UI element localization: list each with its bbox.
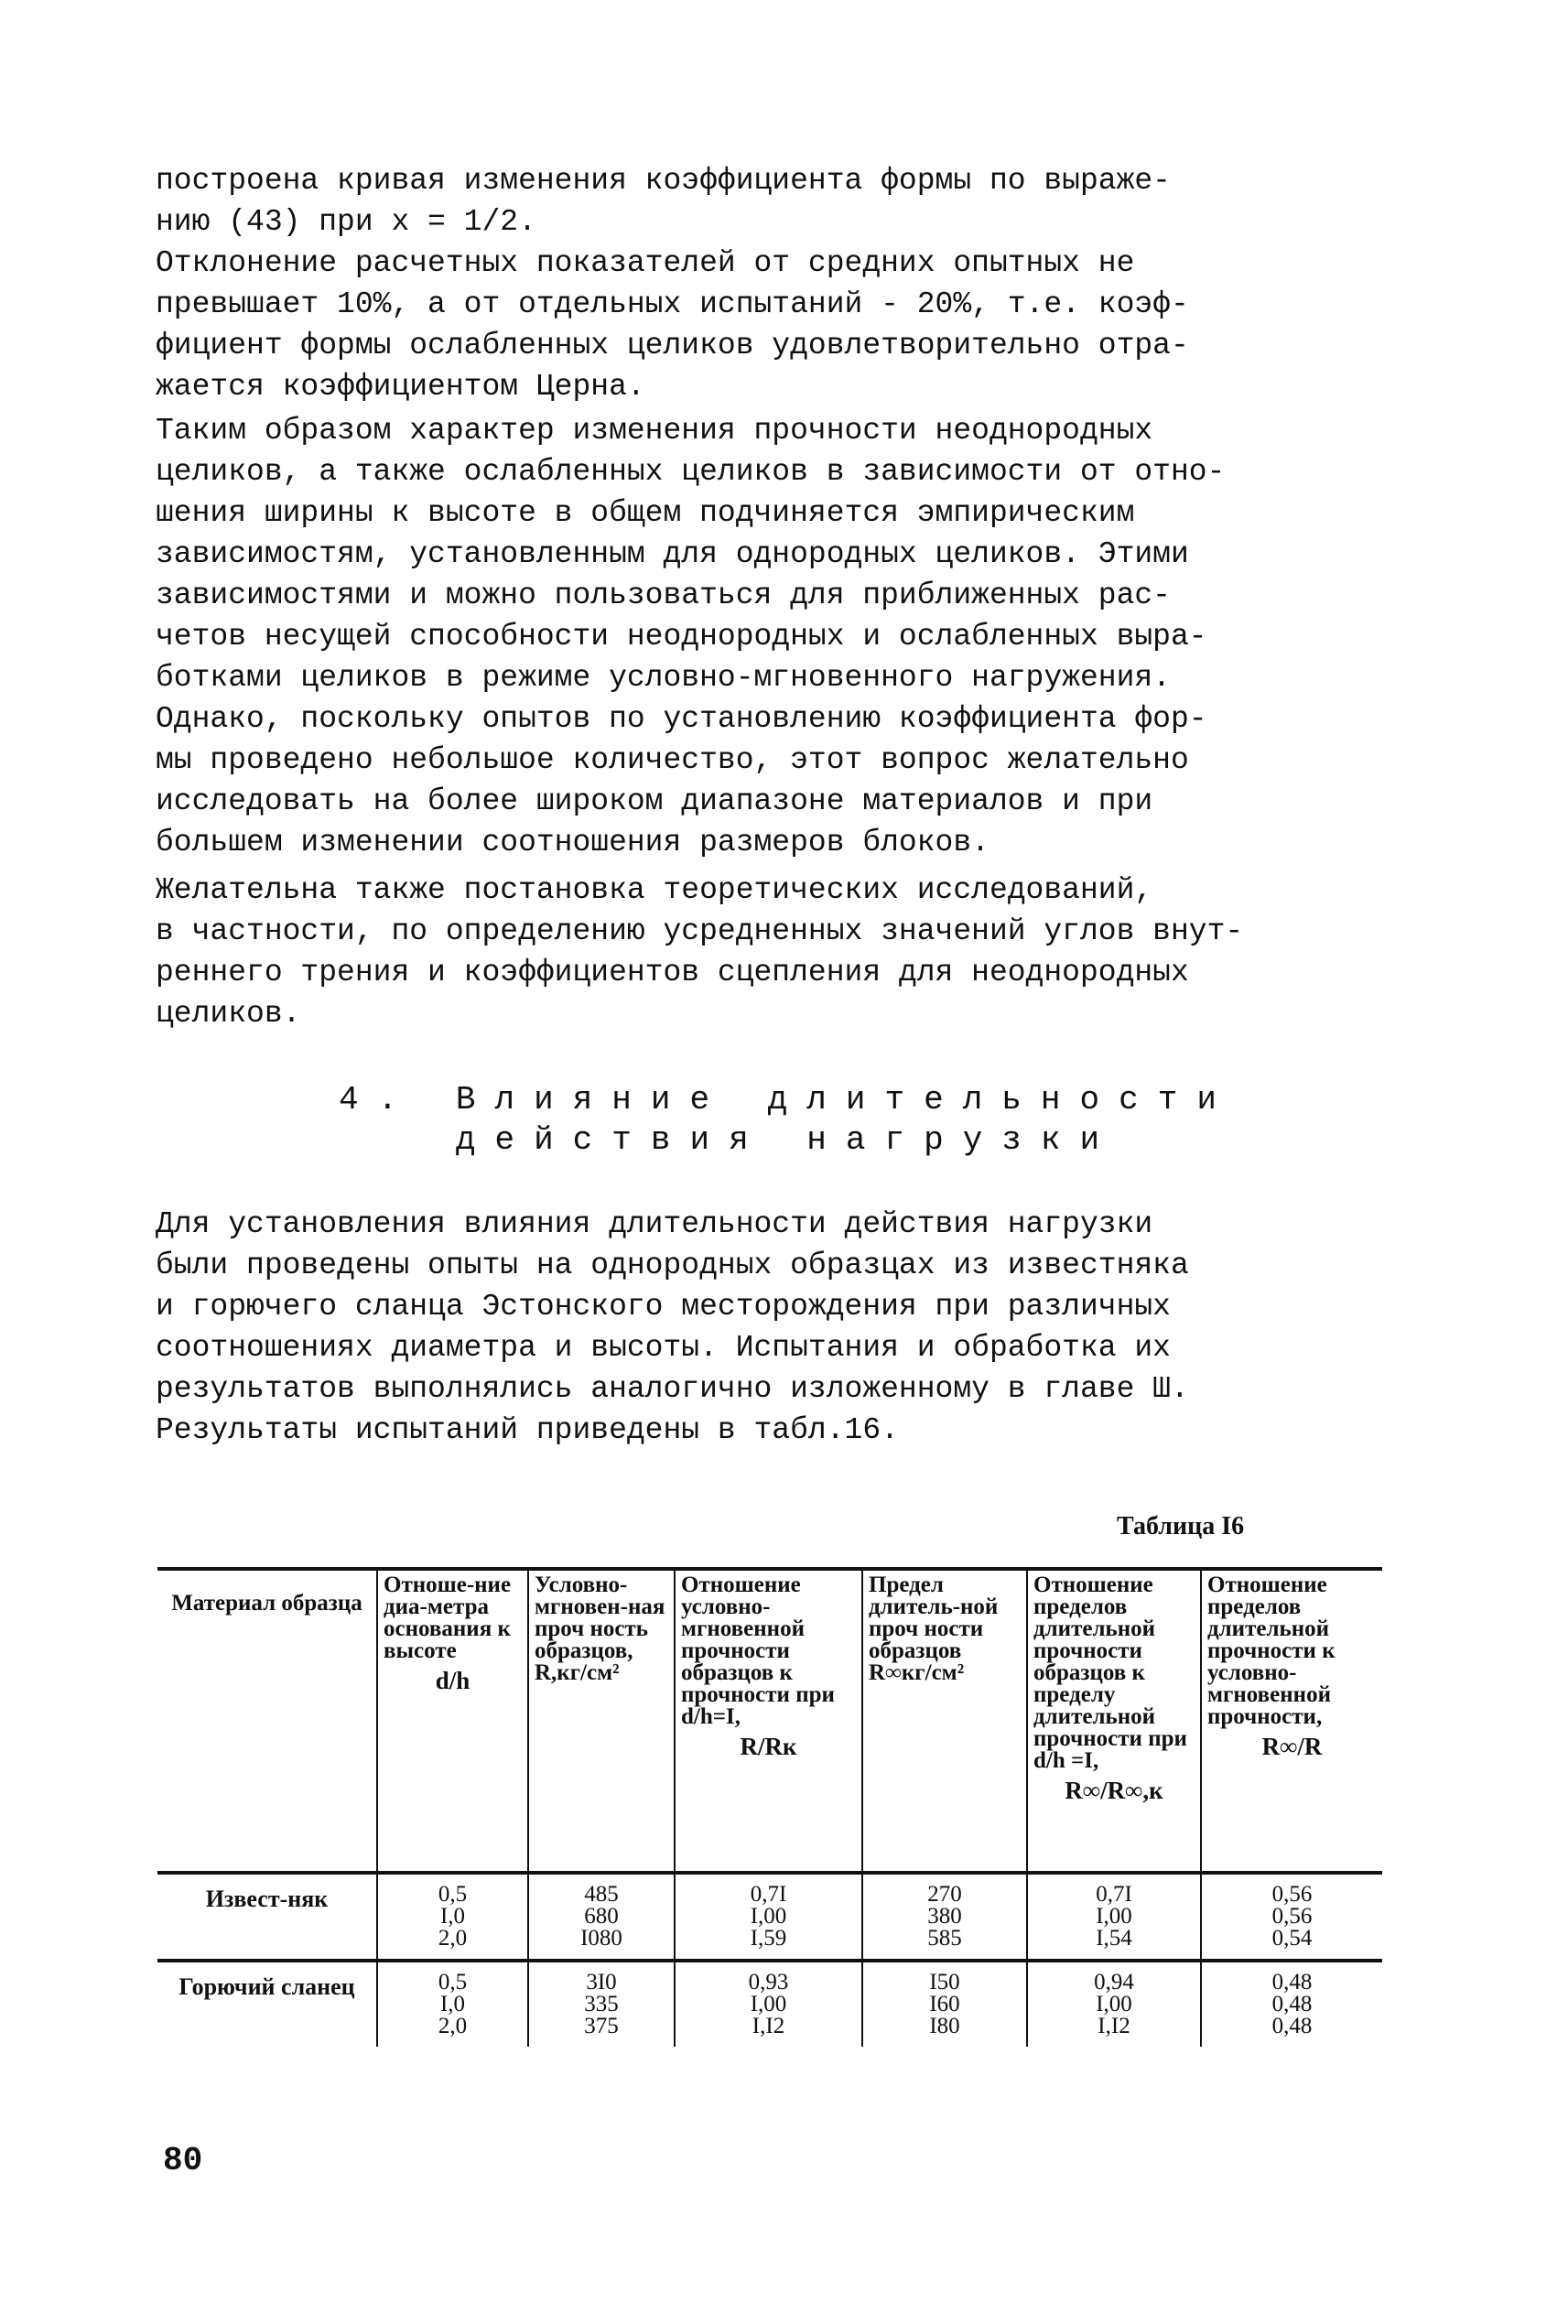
header-symbol: R∞/R xyxy=(1261,1733,1323,1760)
text-line: четов несущей способности неоднородных и ослабленных выра- xyxy=(156,620,1207,654)
text-line: Результаты испытаний приведены в табл.16. xyxy=(156,1413,899,1447)
cell-long-to-instant-ratio: 0,56 0,56 0,54 xyxy=(1201,1873,1382,1961)
text-line: целиков. xyxy=(156,997,301,1031)
paragraph-5 xyxy=(156,1204,1410,1451)
header-strength xyxy=(528,1569,675,1873)
text-line: построена кривая изменения коэффициента формы по выраже- xyxy=(156,164,1171,198)
text-line: были проведены опыты на однородных образцах из известняка xyxy=(156,1248,1189,1282)
cell-long-term-limit: 270 380 585 xyxy=(862,1873,1027,1961)
cell-material: Извест-няк xyxy=(205,1886,329,1912)
cell-strength-ratio: 0,93 I,00 I,I2 xyxy=(675,1961,862,2047)
text-line: жается коэффициентом Церна. xyxy=(156,370,645,404)
cell-strength: 485 680 I080 xyxy=(528,1873,675,1961)
header-text: Отношение пределов длительной прочности к условно-мгновенной прочности, xyxy=(1207,1573,1336,1729)
text-line: шения ширины к высоте в общем подчиняется эмпирическим xyxy=(156,496,1135,530)
header-symbol: R∞/R∞,к xyxy=(1065,1777,1163,1804)
header-material xyxy=(157,1569,377,1873)
header-text: Отношение пределов длительной прочности образцов к пределу длительной прочности при d/h =I, xyxy=(1033,1573,1187,1773)
text-line: нию (43) при x = 1/2. xyxy=(156,205,536,239)
text-line: реннего трения и коэффициентов сцепления для неоднородных xyxy=(156,956,1189,989)
text-line: зависимостям, установленным для однородных целиков. Этими xyxy=(156,537,1189,571)
header-symbol: d/h xyxy=(435,1667,470,1694)
text-line: Таким образом характер изменения прочности неоднородных xyxy=(156,414,1153,448)
section-heading-line-2: действия нагрузки xyxy=(455,1121,1119,1159)
text-line: большем изменении соотношения размеров блоков. xyxy=(156,826,989,859)
header-long-to-instant-ratio xyxy=(1201,1569,1382,1873)
text-line: мы проведено небольшое количество, этот вопрос желательно xyxy=(156,743,1189,777)
text-line: Отклонение расчетных показателей от средних опытных не xyxy=(156,246,1135,280)
header-text: Материал образца xyxy=(171,1591,362,1616)
header-text: Отношение условно-мгновенной прочности образцов к прочности при d/h=I, xyxy=(681,1573,835,1729)
cell-strength: 3I0 335 375 xyxy=(528,1961,675,2047)
header-strength-ratio xyxy=(675,1569,862,1873)
cell-long-to-instant-ratio: 0,48 0,48 0,48 xyxy=(1201,1961,1382,2047)
table-header-row xyxy=(157,1569,1382,1873)
header-text: Отноше-ние диа-метра основания к высоте xyxy=(384,1573,512,1663)
cell-strength-ratio: 0,7I I,00 I,59 xyxy=(675,1873,862,1961)
text-line: Желательна также постановка теоретических исследований, xyxy=(156,873,1153,907)
cell-long-term-ratio: 0,7I I,00 I,54 xyxy=(1027,1873,1201,1961)
text-line: результатов выполнялись аналогично изложенному в главе Ш. xyxy=(156,1372,1189,1406)
text-line: фициент формы ослабленных целиков удовлетворительно отра- xyxy=(156,329,1189,362)
text-line: Для установления влияния длительности действия нагрузки xyxy=(156,1207,1153,1241)
text-line: исследовать на более широком диапазоне материалов и при xyxy=(156,784,1153,818)
table-caption: Таблица I6 xyxy=(1117,1512,1245,1540)
header-ratio xyxy=(377,1569,528,1873)
text-line: в частности, по определению усредненных значений углов внут- xyxy=(156,914,1244,948)
paragraph-3 xyxy=(156,410,1410,863)
paragraph-1 xyxy=(156,160,1410,243)
cell-long-term-ratio: 0,94 I,00 I,I2 xyxy=(1027,1961,1201,2047)
header-text: Предел длитель-ной проч ности образцов R∞кг/см² xyxy=(869,1573,999,1685)
cell-ratio: 0,5 I,0 2,0 xyxy=(377,1873,528,1961)
page-number: 80 xyxy=(163,2142,203,2179)
text-line: зависимостями и можно пользоваться для приближенных рас- xyxy=(156,578,1171,612)
header-long-term-limit xyxy=(862,1569,1027,1873)
text-line: превышает 10%, а от отдельных испытаний - 20%, т.е. коэф- xyxy=(156,287,1189,321)
text-line: целиков, а также ослабленных целиков в зависимости от отно- xyxy=(156,455,1226,489)
cell-ratio: 0,5 I,0 2,0 xyxy=(377,1961,528,2047)
section-heading xyxy=(339,1080,1236,1161)
section-heading-line-1: 4. Влияние длительности xyxy=(339,1081,1236,1119)
cell-material: Горючий сланец xyxy=(178,1973,355,2000)
table-row xyxy=(157,1961,1382,2047)
header-symbol: R/Rк xyxy=(740,1733,797,1760)
paragraph-2 xyxy=(156,243,1410,407)
text-line: соотношениях диаметра и высоты. Испытания и обработка их xyxy=(156,1331,1171,1365)
text-line: ботками целиков в режиме условно-мгновенного нагружения. xyxy=(156,661,1171,695)
header-long-term-ratio xyxy=(1027,1569,1201,1873)
text-line: и горючего сланца Эстонского месторождения при различных xyxy=(156,1290,1171,1324)
text-line: Однако, поскольку опытов по установлению коэффициента фор- xyxy=(156,702,1207,736)
paragraph-4 xyxy=(156,870,1410,1034)
header-text: Условно-мгновен-ная проч ность образцов, R,кг/см² xyxy=(535,1573,665,1685)
table-row xyxy=(157,1873,1382,1961)
cell-long-term-limit: I50 I60 I80 xyxy=(862,1961,1027,2047)
results-table xyxy=(157,1567,1382,2047)
